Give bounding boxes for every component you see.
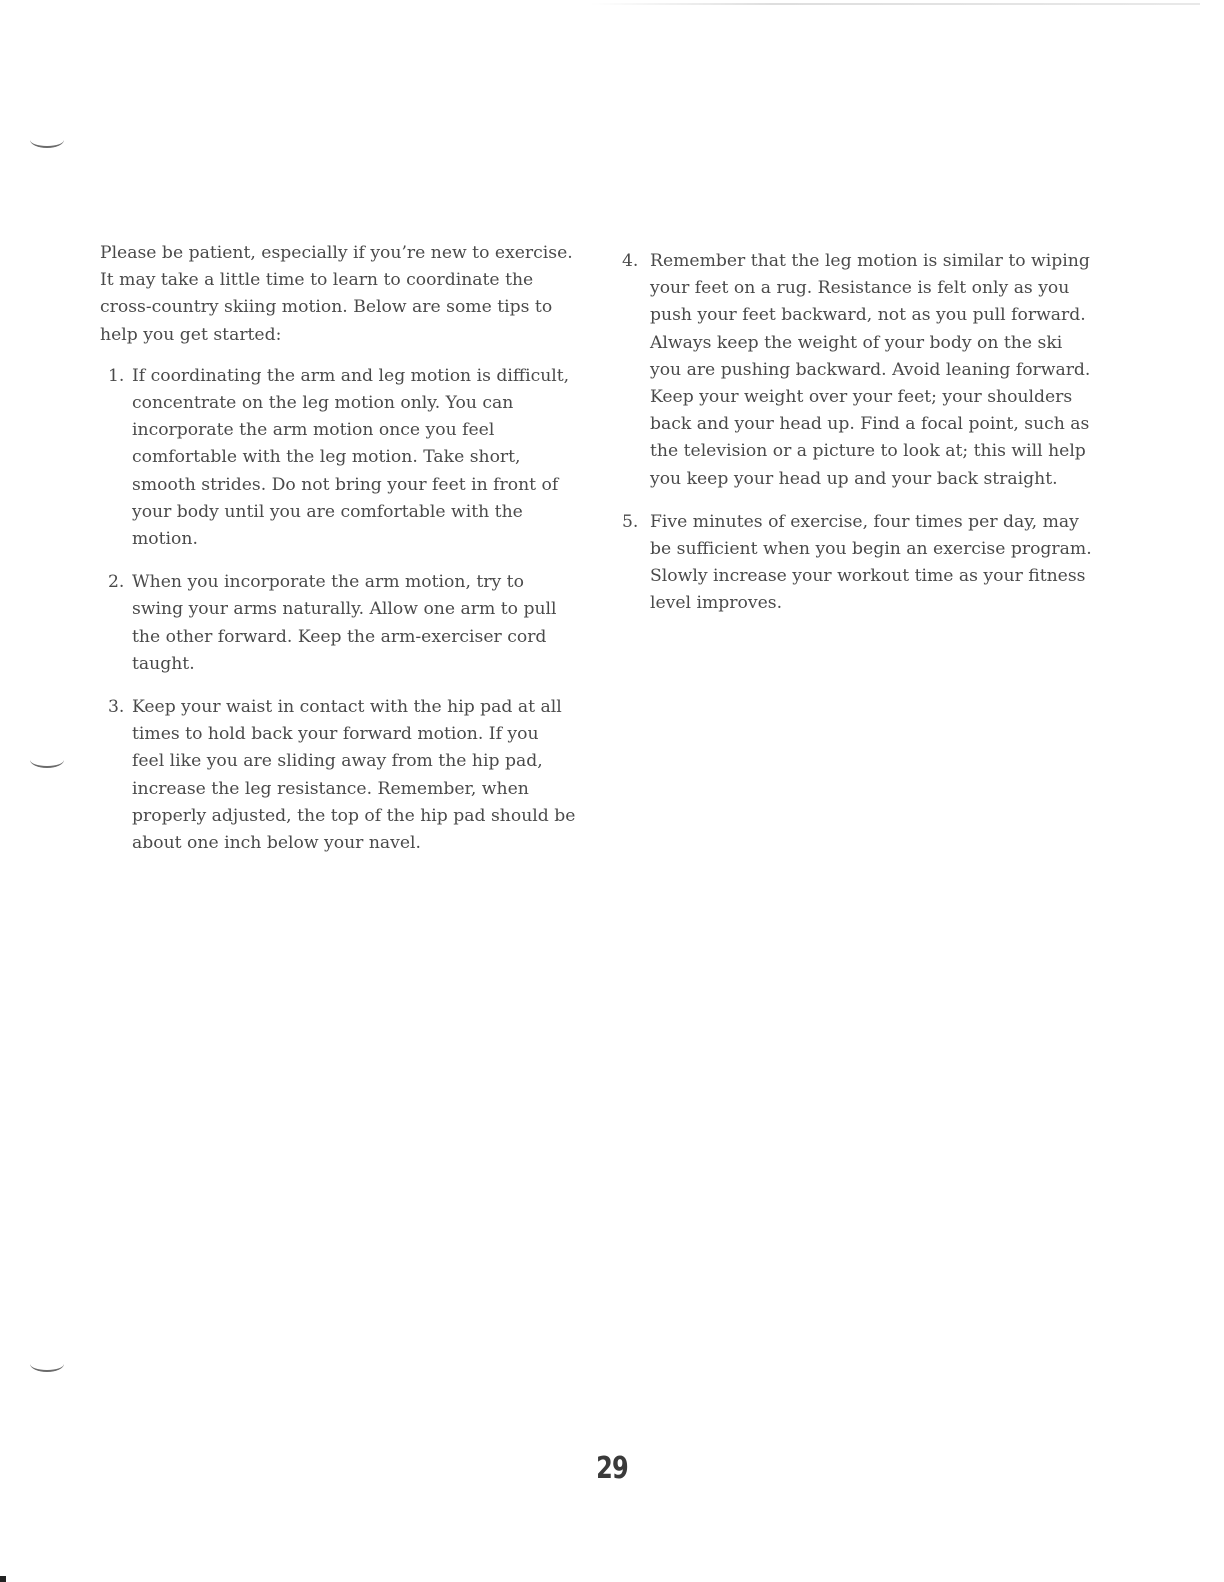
tip-number: 5. <box>622 511 639 532</box>
scan-edge-line <box>590 3 1200 5</box>
binder-hole-mark-top <box>30 132 64 148</box>
page-number: 29 <box>596 1451 628 1486</box>
tip-text: Five minutes of exercise, four times per day, may be sufficient when you begin an exercise program. Slowly increase your workout time as your fitness level improves. <box>650 511 1092 614</box>
tip-item-3 <box>100 694 576 857</box>
tip-number: 4. <box>622 251 639 271</box>
binder-hole-mark-bottom <box>30 1356 64 1372</box>
binder-hole-mark-middle <box>30 752 64 768</box>
tip-item-1 <box>100 363 576 553</box>
tip-text: Remember that the leg motion is similar to wiping your feet on a rug. Resistance is felt only as you push your feet backward, not as you pull forward. Always keep the weight of your body on the ski you are pushing backward. Avoid leaning forward. Keep your weight over your feet; your shoulders back and your head up. Find a focal point, such as the television or a picture to look at; this will help you keep your head up and your back straight. <box>650 251 1091 489</box>
left-column <box>100 240 576 873</box>
tip-text: When you incorporate the arm motion, try to swing your arms naturally. Allow one arm to pull the other forward. Keep the arm-exerciser cord taught. <box>132 572 557 674</box>
tip-item-2 <box>100 569 576 678</box>
intro-paragraph: Please be patient, especially if you’re new to exercise. It may take a little time to learn to coordinate the cross-country skiing motion. Below are some tips to help you get started: <box>100 243 573 345</box>
tip-number: 3. <box>108 697 125 718</box>
tip-number: 2. <box>108 572 125 593</box>
right-column <box>618 248 1096 634</box>
tip-item-4 <box>618 248 1096 493</box>
tip-item-5 <box>618 509 1096 618</box>
tip-number: 1. <box>108 365 125 386</box>
tip-text: Keep your waist in contact with the hip pad at all times to hold back your forward motion. If you feel like you are sliding away from the hip pad, increase the leg resistance. Remember, when properly adjusted, the top of the hip pad should be about one inch below your navel. <box>132 697 576 854</box>
scan-corner-mark <box>0 1576 6 1582</box>
tip-text: If coordinating the arm and leg motion is difficult, concentrate on the leg motion only. You can incorporate the arm motion once you feel comfortable with the leg motion. Take short, smooth strides. Do not bring your feet in front of your body until you are comfortable with the motion. <box>132 365 570 550</box>
